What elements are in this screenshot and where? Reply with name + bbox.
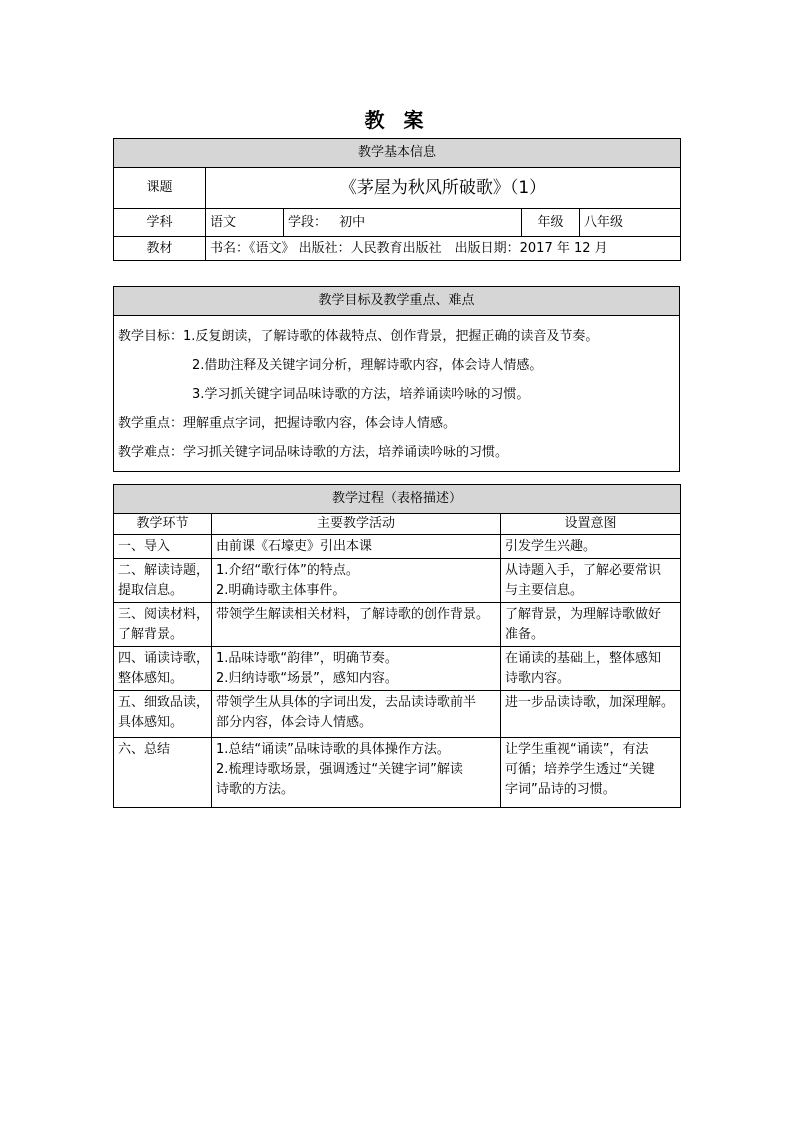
grade-value: 八年级	[580, 209, 681, 237]
process-intent-line: 引发学生兴趣。	[505, 539, 597, 554]
process-intent-line: 可循；培养学生透过“关键	[505, 762, 655, 777]
process-row	[114, 691, 681, 738]
process-intent-line: 字词”品诗的习惯。	[505, 782, 616, 797]
process-row	[114, 647, 681, 691]
process-stage-cell	[114, 738, 212, 808]
topic-label: 课题	[114, 168, 206, 209]
process-activity-line: 1.品味诗歌“韵律”，明确节奏。	[216, 651, 398, 666]
process-stage-line: 整体感知。	[118, 671, 184, 686]
process-activity-line: 部分内容，体会诗人情感。	[216, 715, 373, 730]
process-activity-cell	[212, 603, 501, 647]
material-value: 书名：《语文》 出版社：人民教育出版社 出版日期：2017 年 12 月	[206, 237, 681, 261]
process-activity-cell	[212, 647, 501, 691]
grade-label: 年级	[522, 209, 580, 237]
process-intent-line: 在诵读的基础上，整体感知	[505, 651, 662, 666]
key-point-line: 教学重点：理解重点字词，把握诗歌内容，体会诗人情感。	[118, 416, 457, 431]
process-intent-line: 诗歌内容。	[505, 671, 571, 686]
process-stage-line: 提取信息。	[118, 583, 184, 598]
basic-info-header: 教学基本信息	[114, 139, 681, 168]
process-row	[114, 535, 681, 559]
difficulty-line: 教学难点：学习抓关键字词品味诗歌的方法，培养诵读吟咏的习惯。	[118, 445, 509, 460]
process-stage-line: 三、阅读材料，	[118, 607, 210, 622]
process-row	[114, 603, 681, 647]
process-row	[114, 738, 681, 808]
process-activity-line: 诗歌的方法。	[216, 782, 295, 797]
process-activity-cell	[212, 535, 501, 559]
col-activity-header: 主要教学活动	[212, 514, 501, 535]
process-activity-line: 带领学生从具体的字词出发，去品读诗歌前半	[216, 695, 477, 710]
process-activity-line: 由前课《石壕吏》引出本课	[216, 539, 373, 554]
topic-value: 《茅屋为秋风所破歌》（1）	[206, 168, 681, 209]
process-intent-line: 让学生重视“诵读”，有法	[505, 742, 649, 757]
process-activity-cell	[212, 738, 501, 808]
process-stage-line: 了解背景。	[118, 627, 184, 642]
basic-info-table	[113, 138, 681, 261]
goal-line-3: 3.学习抓关键字词品味诗歌的方法，培养诵读吟咏的习惯。	[192, 387, 530, 402]
process-intent-cell	[501, 559, 681, 603]
process-stage-cell	[114, 603, 212, 647]
goal-line-1: 教学目标：1.反复朗读，了解诗歌的体裁特点、创作背景，把握正确的读音及节奏。	[118, 329, 599, 344]
col-intent-header: 设置意图	[501, 514, 681, 535]
process-intent-line: 与主要信息。	[505, 583, 584, 598]
stage-label: 学段：	[288, 214, 328, 230]
process-intent-cell	[501, 535, 681, 559]
material-label: 教材	[114, 237, 206, 261]
process-row	[114, 559, 681, 603]
process-activity-line: 1.总结“诵读”品味诗歌的具体操作方法。	[216, 742, 450, 757]
process-activity-cell	[212, 559, 501, 603]
stage-value: 初中	[339, 214, 366, 230]
process-header: 教学过程（表格描述）	[114, 485, 681, 514]
process-intent-cell	[501, 738, 681, 808]
objectives-header: 教学目标及教学重点、难点	[114, 287, 680, 316]
subject-label: 学科	[114, 209, 206, 237]
process-activity-line: 2.明确诗歌主体事件。	[216, 583, 346, 598]
goal-line-2: 2.借助注释及关键字词分析，理解诗歌内容，体会诗人情感。	[192, 358, 543, 373]
document-title: 教 案	[364, 108, 430, 132]
process-intent-line: 从诗题入手，了解必要常识	[505, 563, 662, 578]
process-stage-line: 五、细致品读，	[118, 695, 210, 710]
subject-value: 语文	[206, 209, 284, 237]
process-stage-line: 具体感知。	[118, 715, 184, 730]
process-intent-cell	[501, 603, 681, 647]
objectives-table	[113, 286, 680, 472]
process-activity-cell	[212, 691, 501, 738]
process-intent-cell	[501, 647, 681, 691]
process-activity-line: 1.介绍“歌行体”的特点。	[216, 563, 359, 578]
process-stage-line: 二、解读诗题，	[118, 563, 210, 578]
stage-cell	[284, 209, 522, 237]
process-stage-cell	[114, 647, 212, 691]
process-activity-line: 带领学生解读相关材料，了解诗歌的创作背景。	[216, 607, 490, 622]
process-table	[113, 484, 681, 808]
process-intent-line: 准备。	[505, 627, 545, 642]
process-stage-cell	[114, 691, 212, 738]
process-intent-cell	[501, 691, 681, 738]
process-stage-cell	[114, 535, 212, 559]
process-stage-line: 四、诵读诗歌，	[118, 651, 210, 666]
process-stage-line: 六、总结	[118, 742, 171, 757]
process-stage-cell	[114, 559, 212, 603]
process-activity-line: 2.梳理诗歌场景，强调透过“关键字词”解读	[216, 762, 463, 777]
objectives-content	[114, 316, 680, 472]
process-intent-line: 了解背景，为理解诗歌做好	[505, 607, 662, 622]
col-stage-header: 教学环节	[114, 514, 212, 535]
process-stage-line: 一、导入	[118, 539, 171, 554]
process-intent-line: 进一步品读诗歌，加深理解。	[505, 695, 675, 710]
process-activity-line: 2.归纳诗歌“场景”，感知内容。	[216, 671, 398, 686]
